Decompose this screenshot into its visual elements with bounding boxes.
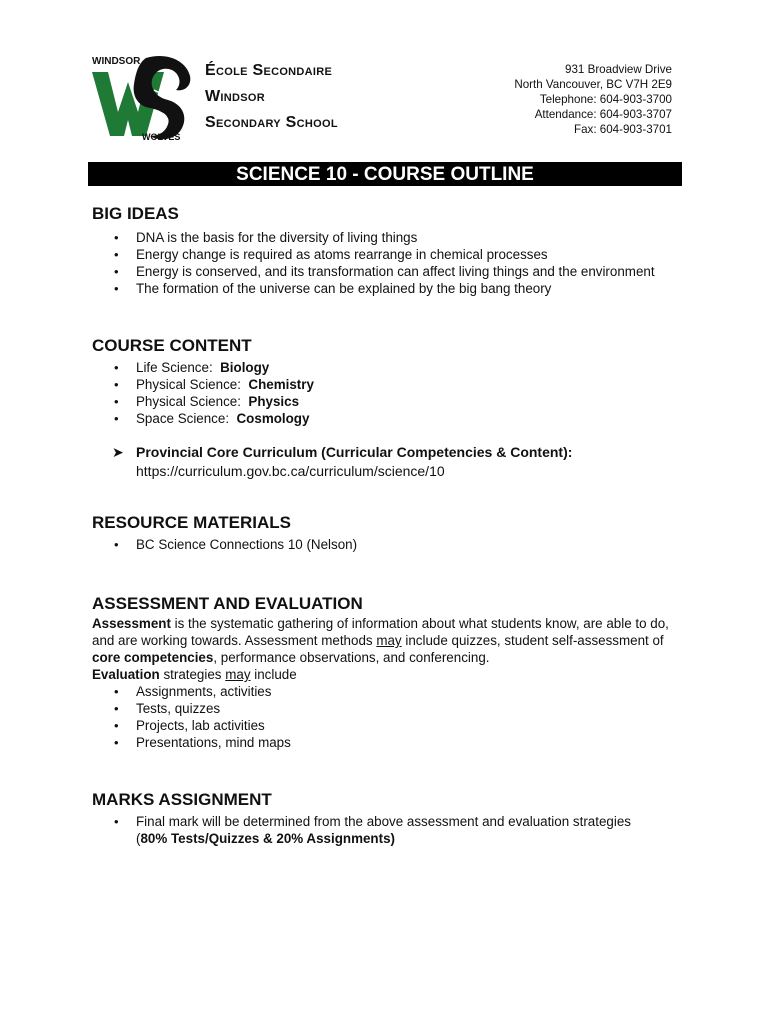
content-value: Chemistry xyxy=(248,377,314,392)
evaluation-paragraph xyxy=(92,666,672,683)
school-name-line-3: Secondary School xyxy=(205,114,338,131)
list-item xyxy=(92,410,572,427)
evaluation-list xyxy=(92,683,672,751)
list-item: • Projects, lab activities xyxy=(92,717,672,734)
assessment-term: Assessment xyxy=(92,616,171,631)
core-curriculum-link[interactable]: https://curriculum.gov.bc.ca/curriculum/science/10 xyxy=(136,463,445,479)
list-item: • The formation of the universe can be explained by the big bang theory xyxy=(92,280,655,297)
list-item xyxy=(92,393,572,410)
list-item: • DNA is the basis for the diversity of living things xyxy=(92,229,655,246)
evaluation-text: include xyxy=(250,667,297,682)
list-item: • Presentations, mind maps xyxy=(92,734,672,751)
address-street: 931 Broadview Drive xyxy=(565,63,672,76)
content-label: Life Science: xyxy=(136,360,213,375)
course-content-list xyxy=(92,359,572,427)
marks-line-1: • Final mark will be determined from the above assessment and evaluation strategies xyxy=(136,814,631,829)
list-item xyxy=(92,376,572,393)
marks-assignment-section xyxy=(92,789,631,847)
course-content-section xyxy=(92,335,572,481)
core-competencies-text: core competencies xyxy=(92,650,214,665)
content-label: Physical Science: xyxy=(136,377,241,392)
logo-bottom-text: WOLVES xyxy=(142,132,181,142)
assessment-may: may xyxy=(376,633,402,648)
resource-materials-section xyxy=(92,512,357,553)
list-item: • Tests, quizzes xyxy=(92,700,672,717)
big-ideas-heading: BIG IDEAS xyxy=(92,204,179,223)
school-address xyxy=(514,62,672,137)
assessment-heading: ASSESSMENT AND EVALUATION xyxy=(92,594,363,613)
core-curriculum-title: Provincial Core Curriculum (Curricular Competencies & Content): xyxy=(136,444,573,460)
address-attendance: Attendance: 604-903-3707 xyxy=(534,108,672,121)
arrow-bullet-icon: ➤ xyxy=(112,444,124,460)
course-content-heading: COURSE CONTENT xyxy=(92,336,252,355)
evaluation-text: strategies xyxy=(159,667,226,682)
assessment-text: is the systematic gathering of information about what students know, are able to do, and are working towards. Assessment methods xyxy=(92,616,669,648)
windsor-wolves-logo xyxy=(88,50,196,146)
content-value: Biology xyxy=(220,360,270,375)
school-name-line-1: École Secondaire xyxy=(205,62,333,79)
content-label: Physical Science: xyxy=(136,394,241,409)
resource-materials-heading: RESOURCE MATERIALS xyxy=(92,513,291,532)
assessment-paragraph xyxy=(92,615,672,666)
assessment-text: , performance observations, and conferencing. xyxy=(213,650,490,665)
document-title: SCIENCE 10 - COURSE OUTLINE xyxy=(88,162,682,186)
list-item: • Energy is conserved, and its transformation can affect living things and the environment xyxy=(92,263,655,280)
school-name xyxy=(205,58,338,136)
content-value: Cosmology xyxy=(236,411,310,426)
list-item xyxy=(92,359,572,376)
list-item: • Energy change is required as atoms rearrange in chemical processes xyxy=(92,246,655,263)
evaluation-term: Evaluation xyxy=(92,667,160,682)
content-value: Physics xyxy=(248,394,300,409)
assessment-section xyxy=(92,593,672,751)
big-ideas-list xyxy=(92,229,655,297)
marks-weighting: 80% Tests/Quizzes & 20% Assignments) xyxy=(140,831,395,846)
marks-line-2 xyxy=(136,830,631,847)
list-item xyxy=(92,813,631,847)
logo-top-text: WINDSOR xyxy=(92,56,141,67)
address-fax: Fax: 604-903-3701 xyxy=(574,123,672,136)
school-name-line-2: Windsor xyxy=(205,88,265,105)
content-label: Space Science: xyxy=(136,411,230,426)
assessment-text: include quizzes, student self-assessment of xyxy=(401,633,664,648)
marks-assignment-heading: MARKS ASSIGNMENT xyxy=(92,790,272,809)
list-item: • BC Science Connections 10 (Nelson) xyxy=(92,536,357,553)
address-city: North Vancouver, BC V7H 2E9 xyxy=(514,78,672,91)
big-ideas-section xyxy=(92,203,655,297)
resource-list xyxy=(92,536,357,553)
address-telephone: Telephone: 604-903-3700 xyxy=(539,93,672,106)
evaluation-may: may xyxy=(225,667,251,682)
marks-list xyxy=(92,813,631,847)
list-item: • Assignments, activities xyxy=(92,683,672,700)
core-curriculum-block xyxy=(92,443,572,481)
marks-paren: ( xyxy=(136,831,141,846)
